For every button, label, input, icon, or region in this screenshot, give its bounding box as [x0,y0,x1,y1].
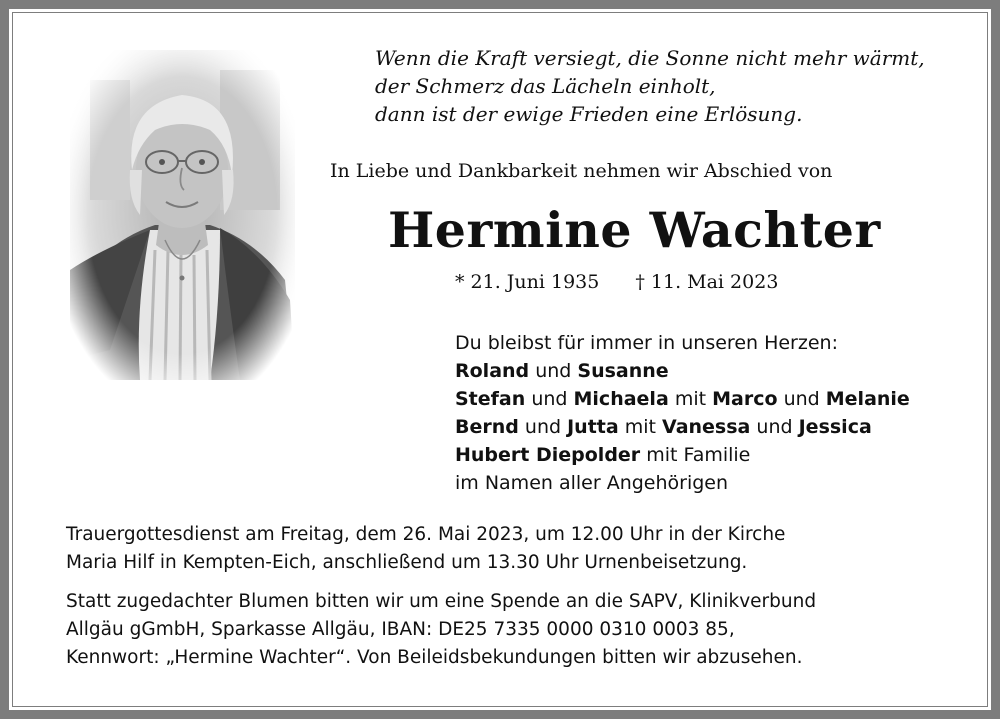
connector-text: und [750,416,799,438]
service-line: Maria Hilf in Kempten-Eich, anschließend um 13.30 Uhr Urnenbeisetzung. [66,552,748,573]
connector-text: mit [618,416,663,438]
portrait-illustration [70,50,295,380]
mourner-line [455,413,910,441]
mourner-name: Hubert Diepolder [455,444,641,466]
intro-text: In Liebe und Dankbarkeit nehmen wir Abschied von [330,160,833,182]
poem-line: dann ist der ewige Frieden eine Erlösung. [375,102,803,126]
mourners-heading: Du bleibst für immer in unseren Herzen: [455,332,838,354]
connector-text: und [777,388,826,410]
poem [375,44,925,128]
poem-line: der Schmerz das Lächeln einholt, [375,74,716,98]
mourner-name: Stefan [455,388,526,410]
mourner-line [455,385,910,413]
donation-line: Statt zugedachter Blumen bitten wir um eine Spende an die SAPV, Klinikverbund [66,591,817,612]
donation-info [66,588,816,672]
mourner-line [455,357,910,385]
mourner-name: Jutta [567,416,619,438]
service-info [66,521,785,577]
poem-line: Wenn die Kraft versiegt, die Sonne nicht mehr wärmt, [375,46,925,70]
mourners-closing: im Namen aller Angehörigen [455,472,729,494]
mourner-name: Jessica [798,416,872,438]
service-line: Trauergottesdienst am Freitag, dem 26. Mai 2023, um 12.00 Uhr in der Kirche [66,524,786,545]
mourner-name: Melanie [825,388,910,410]
connector-text: und [518,416,568,438]
mourner-name: Roland [455,360,530,382]
deceased-name: Hermine Wachter [388,201,881,259]
connector-text: und [525,388,574,410]
donation-line: Allgäu gGmbH, Sparkasse Allgäu, IBAN: DE25 7335 0000 0310 0003 85, [66,619,735,640]
death-date: † 11. Mai 2023 [635,271,779,293]
mourner-line [455,441,910,469]
portrait-photo [70,50,295,380]
connector-text: mit Familie [640,444,751,466]
mourner-name: Bernd [455,416,519,438]
connector-text: und [529,360,578,382]
mourner-name: Michaela [573,388,669,410]
mourner-name: Marco [712,388,778,410]
mourner-name: Susanne [577,360,669,382]
mourner-name: Vanessa [662,416,751,438]
connector-text: mit [668,388,713,410]
life-dates [455,268,778,296]
donation-line: Kennwort: „Hermine Wachter“. Von Beileidsbekundungen bitten wir abzusehen. [66,647,803,668]
birth-date: * 21. Juni 1935 [455,271,600,293]
mourners-list [455,329,910,497]
